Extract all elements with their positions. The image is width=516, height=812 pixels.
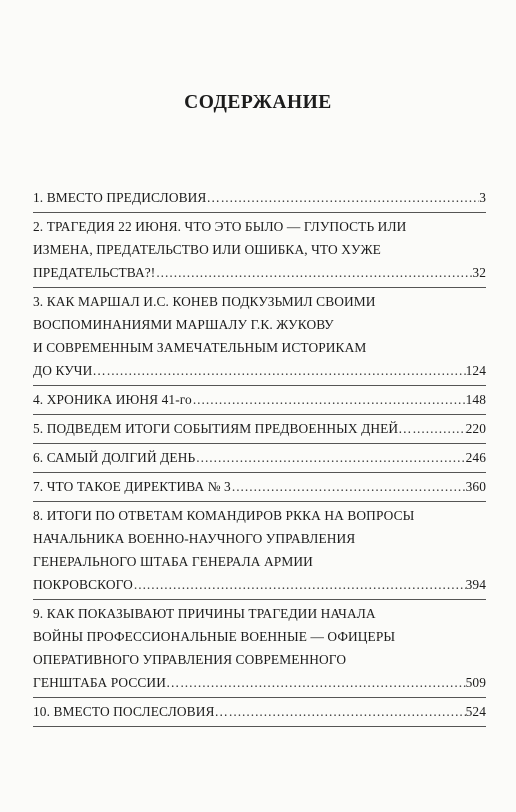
toc-page-number: 3 [479,190,486,205]
dot-leader [155,261,472,284]
toc-entry-text: ДО КУЧИ… [33,363,106,378]
toc-page-number: 148 [465,392,486,407]
toc-entry-text: ГЕНЕРАЛЬНОГО ШТАБА ГЕНЕРАЛА АРМИИ [33,554,313,569]
toc-entry-text: 9. КАК ПОКАЗЫВАЮТ ПРИЧИНЫ ТРАГЕДИИ НАЧАЛА [33,606,376,621]
dot-leader [231,475,466,498]
toc-entry-text: ГЕНШТАБА РОССИИ… [33,675,180,690]
dot-leader [192,388,466,411]
toc-entry-2 [33,213,486,288]
toc-page-number: 524 [465,704,486,719]
toc-page-number: 124 [465,363,486,378]
toc-entry-text: ПОКРОВСКОГО [33,577,133,592]
toc-entry-10 [33,698,486,727]
toc-entry-text: 2. ТРАГЕДИЯ 22 ИЮНЯ. ЧТО ЭТО БЫЛО — ГЛУПОСТЬ ИЛИ [33,219,407,234]
toc-entry-text: 3. КАК МАРШАЛ И.С. КОНЕВ ПОДКУЗЬМИЛ СВОИМИ [33,294,376,309]
toc-entry-text: ПРЕДАТЕЛЬСТВА?! [33,265,156,280]
toc-entry-text: 10. ВМЕСТО ПОСЛЕСЛОВИЯ… [33,704,228,719]
dot-leader [228,700,466,723]
toc-entry-3 [33,288,486,386]
table-of-contents [33,184,486,727]
dot-leader [133,573,466,596]
toc-entry-text: 6. САМЫЙ ДОЛГИЙ ДЕНЬ [33,450,196,465]
toc-entry-text: НАЧАЛЬНИКА ВОЕННО-НАУЧНОГО УПРАВЛЕНИЯ [33,531,356,546]
toc-entry-text: ИЗМЕНА, ПРЕДАТЕЛЬСТВО ИЛИ ОШИБКА, ЧТО ХУЖЕ [33,242,381,257]
toc-entry-text: ВОЙНЫ ПРОФЕССИОНАЛЬНЫЕ ВОЕННЫЕ — ОФИЦЕРЫ [33,629,396,644]
dot-leader [179,671,465,694]
toc-entry-text: 8. ИТОГИ ПО ОТВЕТАМ КОМАНДИРОВ РККА НА ВОПРОСЫ [33,508,415,523]
dot-leader [195,446,465,469]
toc-entry-text: 4. ХРОНИКА ИЮНЯ 41-го [33,392,192,407]
toc-page-number: 32 [472,265,486,280]
toc-page-number: 360 [465,479,486,494]
toc-page-number: 246 [465,450,486,465]
toc-entry-text: 1. ВМЕСТО ПРЕДИСЛОВИЯ… [33,190,220,205]
toc-entry-6 [33,444,486,473]
dot-leader [220,186,479,209]
toc-entry-5 [33,415,486,444]
toc-entry-7 [33,473,486,502]
toc-entry-9 [33,600,486,698]
toc-entry-1 [33,184,486,213]
toc-entry-text: И СОВРЕМЕННЫМ ЗАМЕЧАТЕЛЬНЫМ ИСТОРИКАМ [33,340,367,355]
toc-entry-4 [33,386,486,415]
dot-leader [106,359,466,382]
toc-entry-8 [33,502,486,600]
toc-entry-text: ВОСПОМИНАНИЯМИ МАРШАЛУ Г.К. ЖУКОВУ [33,317,334,332]
toc-entry-text: 7. ЧТО ТАКОЕ ДИРЕКТИВА № 3 [33,479,231,494]
page-title: СОДЕРЖАНИЕ [184,92,332,113]
toc-entry-text: 5. ПОДВЕДЕМ ИТОГИ СОБЫТИЯМ ПРЕДВОЕННЫХ ДНЕЙ… [33,421,412,436]
dot-leader [412,417,466,440]
toc-page-number: 220 [465,421,486,436]
toc-page-number: 394 [465,577,486,592]
toc-page-number: 509 [465,675,486,690]
toc-entry-text: ОПЕРАТИВНОГО УПРАВЛЕНИЯ СОВРЕМЕННОГО [33,652,347,667]
